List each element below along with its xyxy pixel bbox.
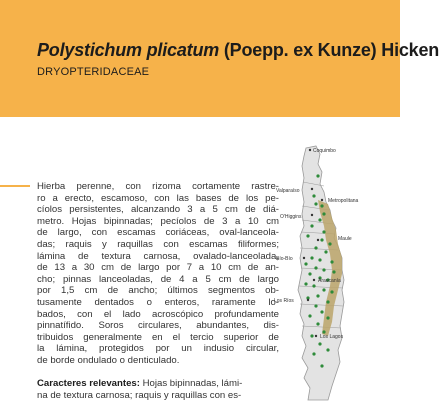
occurrence-point	[310, 256, 313, 259]
description-line: cíolos persistentes, alcanzando 3 a 5 cm de diá-	[37, 204, 279, 216]
distribution-map	[272, 140, 400, 400]
region-label: Metropolitana	[328, 198, 359, 204]
occurrence-point	[312, 284, 315, 287]
family-name: DRYOPTERIDACEAE	[37, 66, 150, 78]
page-title	[37, 40, 439, 61]
city-marker	[317, 239, 319, 241]
occurrence-point	[322, 230, 325, 233]
city-marker	[315, 335, 317, 337]
species-name: Polystichum plicatum	[37, 40, 220, 60]
relevant-characters	[37, 378, 279, 401]
description-line: das; raquis y raquillas con escamas filiformes;	[37, 238, 279, 250]
occurrence-point	[322, 288, 325, 291]
description-line: metro. Hojas bipinnadas; pecíolos de 3 a 10 cm	[37, 215, 279, 227]
city-marker	[321, 199, 323, 201]
occurrence-point	[322, 212, 325, 215]
occurrence-point	[318, 342, 321, 345]
description-line: por 1,5 cm de ancho; últimos segmentos ob-	[37, 285, 279, 297]
occurrence-point	[328, 242, 331, 245]
occurrence-point	[308, 272, 311, 275]
region-label: O'Higgins	[280, 214, 302, 220]
occurrence-point	[312, 194, 315, 197]
region-label: Valparaíso	[276, 188, 300, 194]
occurrence-point	[330, 260, 333, 263]
header-band	[0, 0, 439, 117]
region-label: Los Ríos	[274, 298, 294, 304]
occurrence-point	[318, 218, 321, 221]
city-marker	[311, 188, 313, 190]
description-line: bados, con el lado acroscópico profundamente	[37, 308, 279, 320]
species-author: (Poepp. ex Kunze) Hicken	[223, 40, 439, 60]
description-line: tribuidos generalmente en el tercio superior de	[37, 331, 279, 343]
occurrence-point	[316, 294, 319, 297]
occurrence-point	[308, 314, 311, 317]
occurrence-point	[320, 310, 323, 313]
description-line: Hierba perenne, con rizoma cortamente rastre-	[37, 181, 279, 192]
occurrence-point	[306, 234, 309, 237]
relevant-text: Hojas bipinnadas, lámi-	[139, 378, 243, 389]
description-line: lámina de textura carnosa, ovalado-lanceolada,	[37, 250, 279, 262]
occurrence-point	[314, 246, 317, 249]
city-marker	[313, 279, 315, 281]
region-label: Bío-Bío	[276, 256, 293, 262]
occurrence-point	[314, 266, 317, 269]
occurrence-point	[310, 334, 313, 337]
city-marker	[311, 214, 313, 216]
relevant-line: na de textura carnosa; raquis y raquillas con es-	[37, 389, 242, 401]
occurrence-point	[320, 204, 323, 207]
occurrence-point	[314, 202, 317, 205]
description-line: tusamente dentados o enteros, raramente lo-	[37, 296, 279, 308]
chile-map-svg	[272, 140, 400, 400]
occurrence-point	[318, 258, 321, 261]
occurrence-point	[316, 322, 319, 325]
description-line: la lámina, protegidos por un indusio circular,	[37, 343, 279, 355]
occurrence-point	[320, 238, 323, 241]
region-label: Maule	[338, 236, 352, 242]
section-accent-rule	[0, 185, 30, 187]
occurrence-point	[310, 224, 313, 227]
region-label: Los Lagos	[320, 334, 344, 340]
description-line: pinnatífido. Soros circulares, abundantes, dis-	[37, 320, 279, 332]
relevant-line	[37, 378, 279, 390]
city-marker	[307, 299, 309, 301]
occurrence-point	[332, 270, 335, 273]
occurrence-point	[324, 250, 327, 253]
description-line: ro a erecto, escamoso, con las bases de los pe-	[37, 192, 279, 204]
city-marker	[309, 149, 311, 151]
description-line: de largo, con escamas coriáceas, oval-lanceola-	[37, 227, 279, 239]
description-line: de 13 a 30 cm de largo por 7 a 10 cm de an-	[37, 262, 279, 274]
occurrence-point	[330, 290, 333, 293]
region-label: Coquimbo	[313, 148, 336, 154]
description-line: de borde ondulado o denticulado.	[37, 354, 180, 366]
occurrence-point	[326, 316, 329, 319]
occurrence-point	[326, 348, 329, 351]
occurrence-point	[322, 268, 325, 271]
occurrence-point	[304, 262, 307, 265]
region-label: Araucanía	[318, 278, 341, 284]
occurrence-point	[304, 282, 307, 285]
occurrence-point	[314, 304, 317, 307]
relevant-label: Caracteres relevantes:	[37, 378, 140, 389]
occurrence-point	[312, 352, 315, 355]
species-description	[37, 181, 279, 367]
occurrence-point	[326, 300, 329, 303]
occurrence-point	[316, 174, 319, 177]
description-line: cho; pinnas lanceoladas, de 4 a 5 cm de largo	[37, 273, 279, 285]
city-marker	[303, 257, 305, 259]
occurrence-point	[320, 364, 323, 367]
